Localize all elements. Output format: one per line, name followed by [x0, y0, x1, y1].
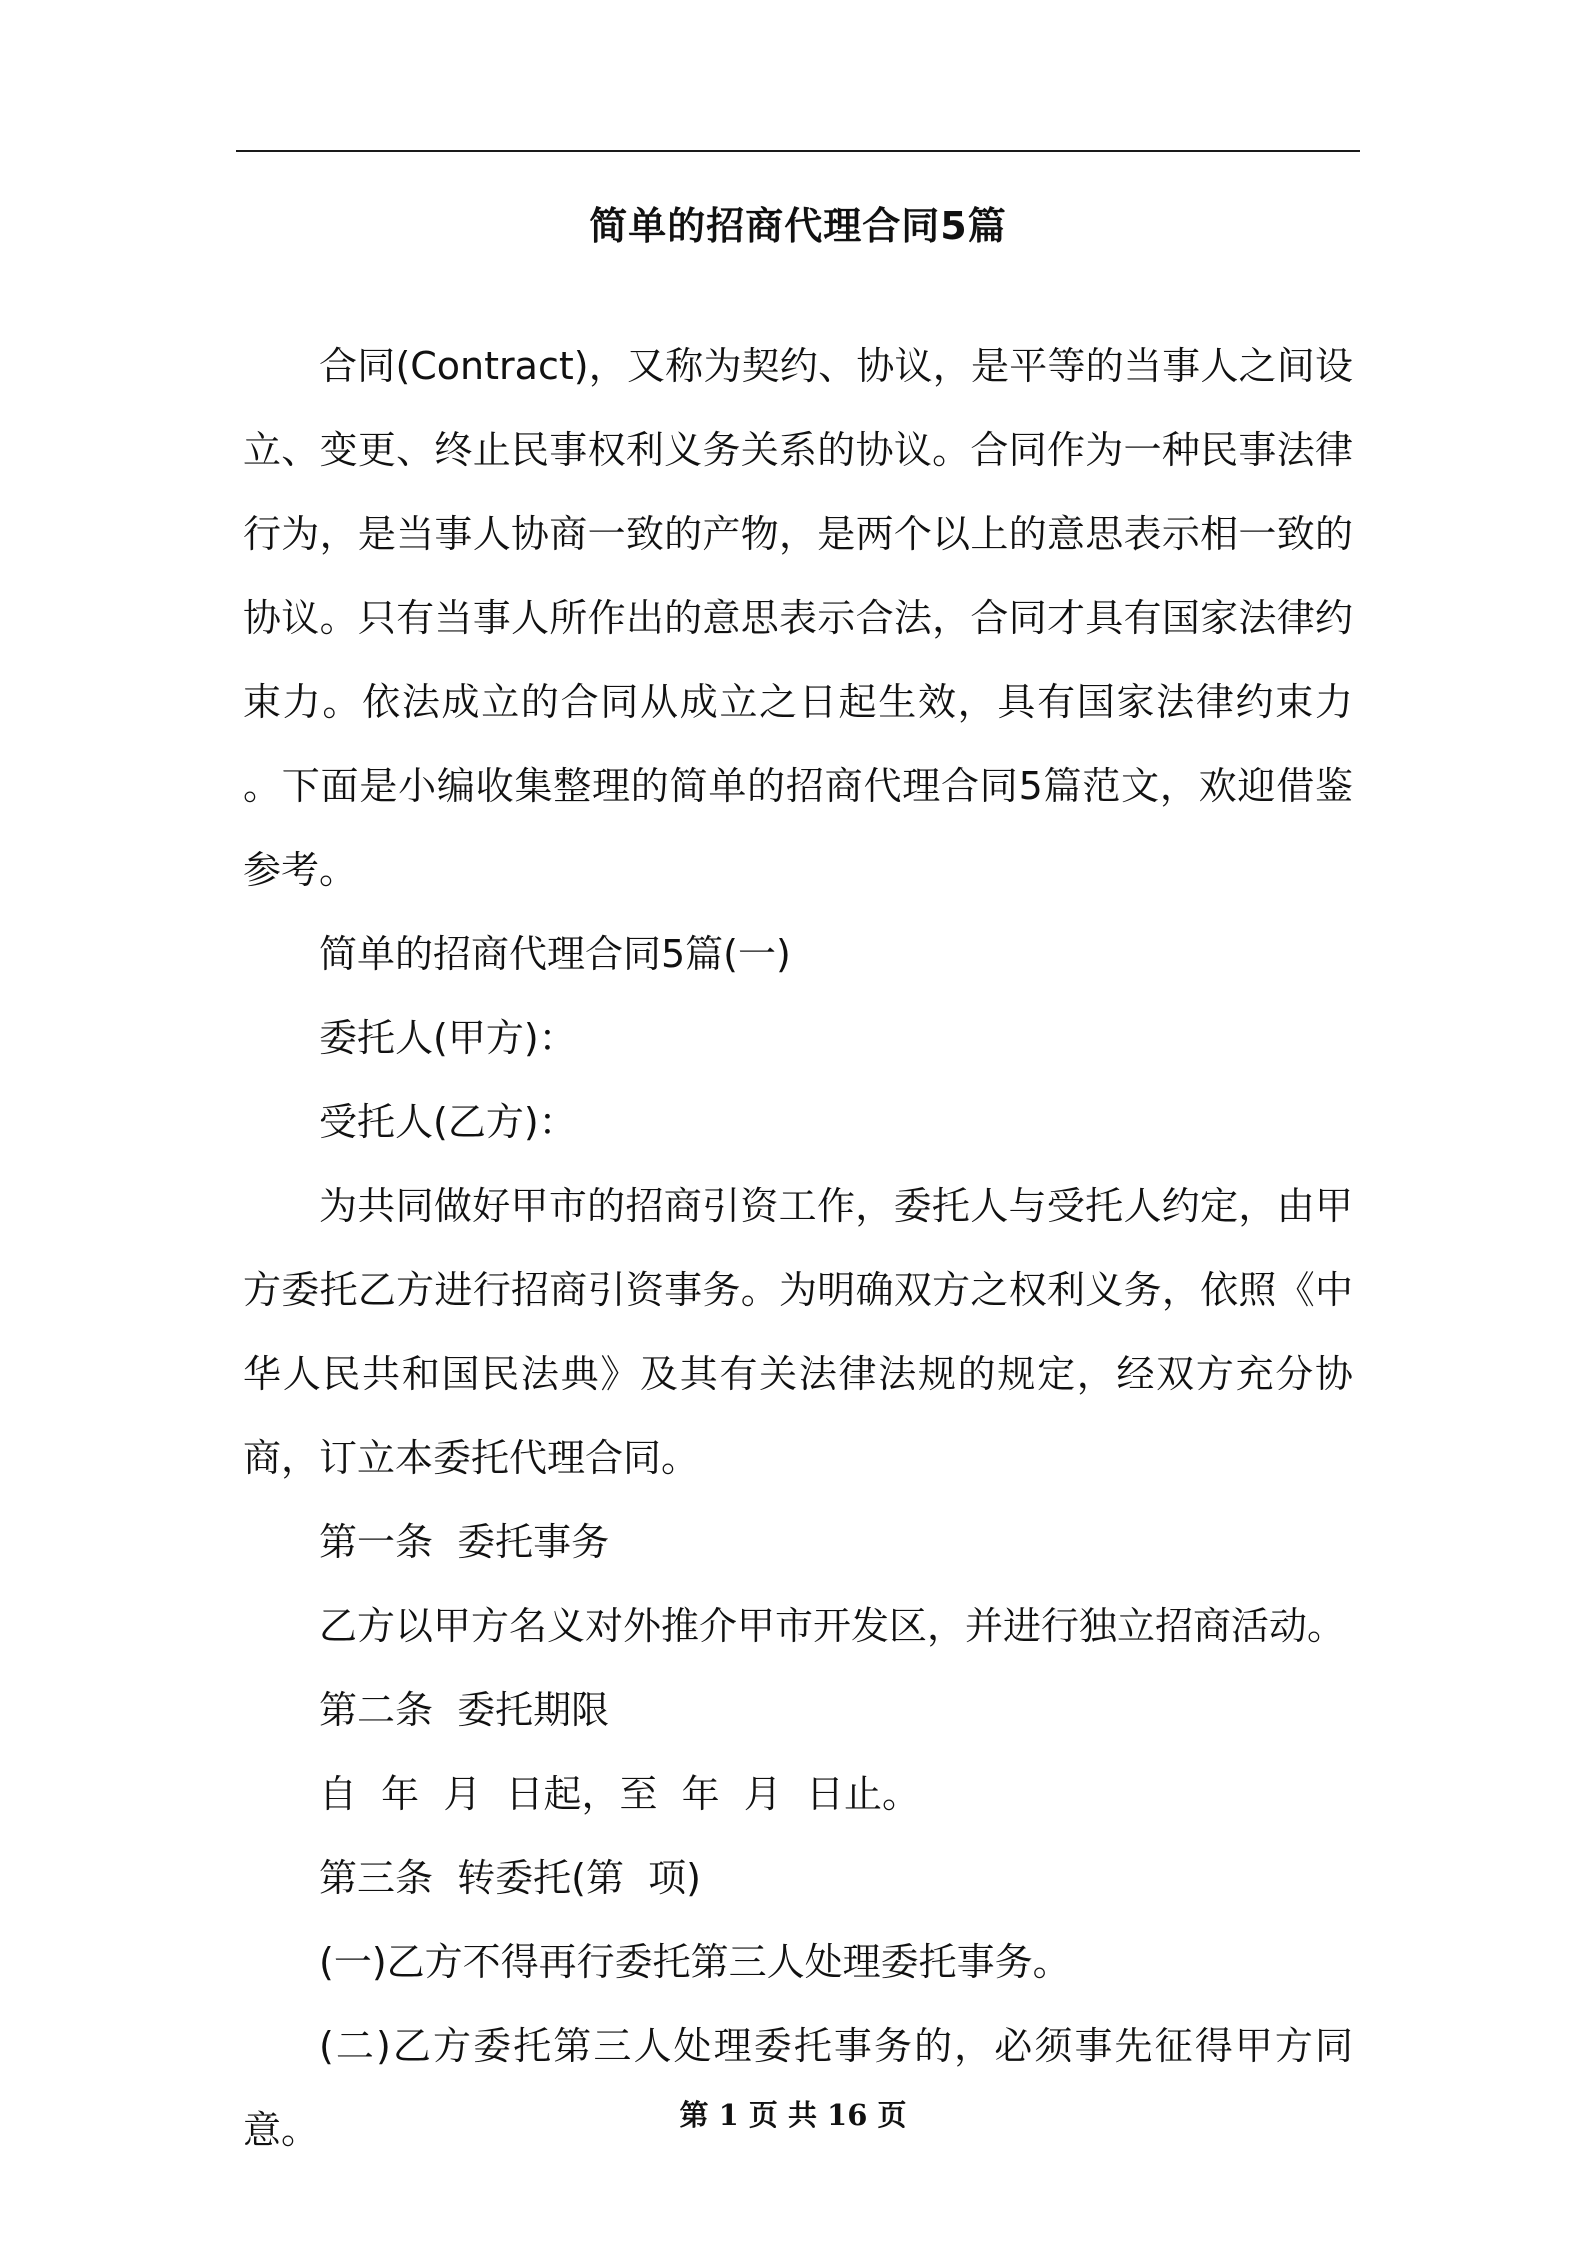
paragraph-preamble: 为共同做好甲市的招商引资工作，委托人与受托人约定，由甲方委托乙方进行招商引资事务。为明确双方之权利义务，依照《中华人民共和国民法典》及其有关法律法规的规定，经双方充分协商，订立本委托代理合同。 [243, 1184, 1353, 1480]
article-3-item-2: (二)乙方委托第三人处理委托事务的，必须事先征得甲方同意。 [243, 2024, 1353, 2152]
article-2-body: 自 年 月 日起，至 年 月 日止。 [319, 1772, 920, 1816]
article-3-item-1: (一)乙方不得再行委托第三人处理委托事务。 [319, 1940, 1071, 1984]
document-body [243, 324, 1366, 2172]
document-title: 简单的招商代理合同5篇 [589, 204, 1007, 248]
principal-party-line: 委托人(甲方)： [319, 1016, 577, 1060]
article-2-heading: 第二条 委托期限 [319, 1688, 610, 1732]
agent-party-line: 受托人(乙方)： [319, 1100, 577, 1144]
article-3-heading: 第三条 转委托(第 项) [319, 1856, 701, 1900]
article-1-body: 乙方以甲方名义对外推介甲市开发区，并进行独立招商活动。 [319, 1604, 1346, 1648]
header-rule [236, 150, 1360, 152]
page-number-footer: 第 1 页 共 16 页 [679, 2098, 907, 2132]
article-1-heading: 第一条 委托事务 [319, 1520, 610, 1564]
section-subtitle: 简单的招商代理合同5篇(一) [319, 932, 791, 976]
paragraph-intro: 合同(Contract)，又称为契约、协议，是平等的当事人之间设立、变更、终止民事权利义务关系的协议。合同作为一种民事法律行为，是当事人协商一致的产物，是两个以上的意思表示相一致的协议。只有当事人所作出的意思表示合法，合同才具有国家法律约束力。依法成立的合同从成立之日起生效，具有国家法律约束力 。下面是小编收集整理的简单的招商代理合同5篇范文，欢迎借鉴参考。 [243, 344, 1366, 892]
